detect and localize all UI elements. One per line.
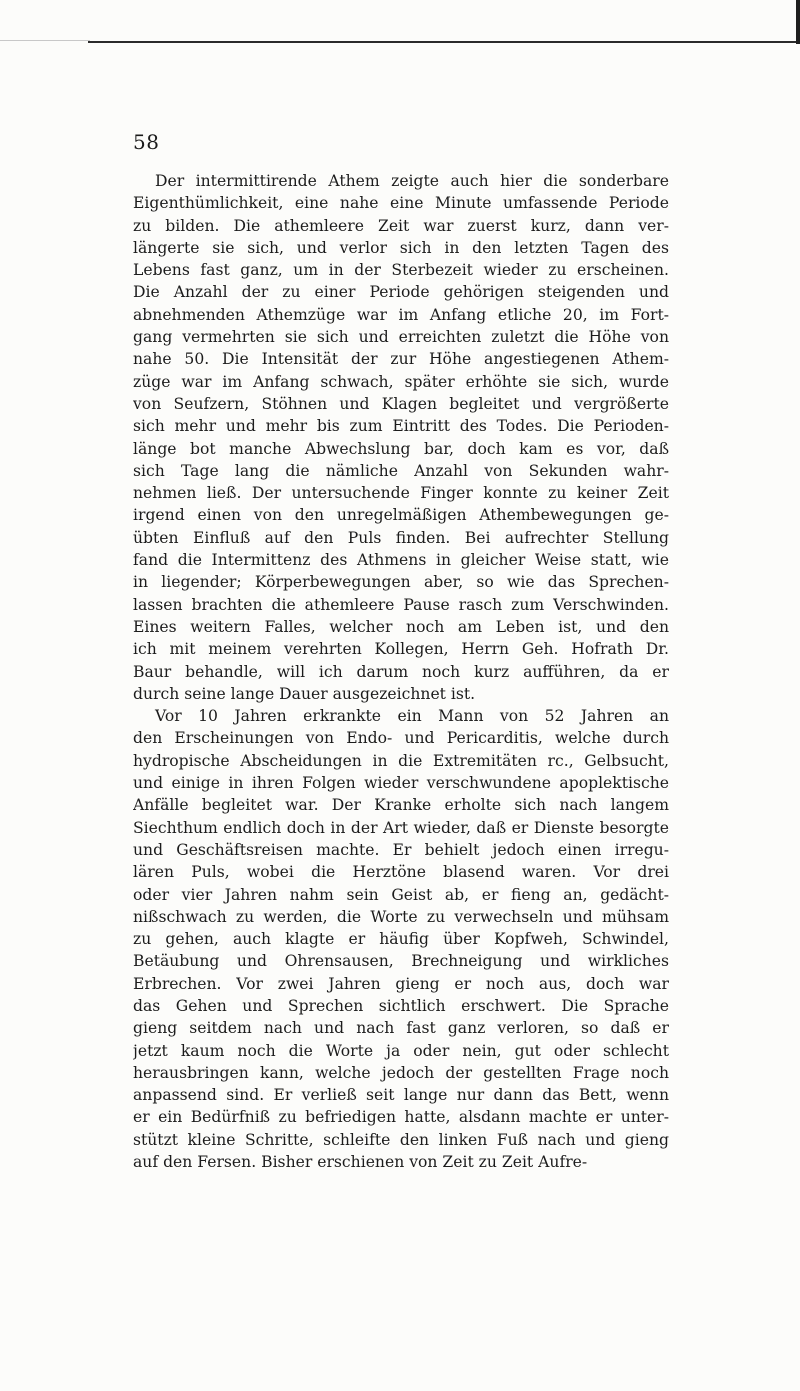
text-line: jetzt kaum noch die Worte ja oder nein, gut oder schlecht [133, 1041, 669, 1060]
text-line: in liegender; Körperbewegungen aber, so wie das Sprechen- [133, 573, 669, 592]
text-line: hydropische Abscheidungen in die Extremitäten rc., Gelbsucht, [133, 751, 669, 770]
text-line: irgend einen von den unregelmäßigen Athembewegungen ge- [133, 506, 669, 525]
text-line: ich mit meinem verehrten Kollegen, Herrn Geh. Hofrath Dr. [133, 640, 669, 659]
text-line: auf den Fersen. Bisher erschienen von Zeit zu Zeit Aufre- [133, 1153, 588, 1172]
text-line: lassen brachten die athemleere Pause rasch zum Verschwinden. [133, 595, 669, 614]
text-line: Baur behandle, will ich darum noch kurz aufführen, da er [133, 662, 669, 681]
text-line: von Seufzern, Stöhnen und Klagen begleitet und vergrößerte [133, 394, 669, 413]
text-line: länge bot manche Abwechslung bar, doch kam es vor, daß [133, 439, 669, 458]
text-line: zu gehen, auch klagte er häufig über Kopfweh, Schwindel, [133, 930, 669, 949]
text-line: und einige in ihren Folgen wieder verschwundene apoplektische [133, 774, 669, 793]
text-line: nahe 50. Die Intensität der zur Höhe angestiegenen Athem- [133, 350, 669, 369]
text-line: das Gehen und Sprechen sichtlich erschwert. Die Sprache [133, 996, 669, 1015]
text-line: sich Tage lang die nämliche Anzahl von Sekunden wahr- [133, 461, 669, 480]
text-line: durch seine lange Dauer ausgezeichnet ist. [133, 684, 476, 703]
page-number: 58 [133, 130, 160, 154]
text-line: Eigenthümlichkeit, eine nahe eine Minute umfassende Periode [133, 194, 669, 213]
text-line: und Geschäftsreisen machte. Er behielt jedoch einen irregu- [133, 840, 669, 859]
text-line: stützt kleine Schritte, schleifte den linken Fuß nach und gieng [133, 1130, 669, 1149]
paragraph-first-line: Der intermittirende Athem zeigte auch hier die sonderbare [155, 172, 669, 190]
top-edge-rule [88, 41, 800, 43]
text-line: züge war im Anfang schwach, später erhöhte sie sich, wurde [133, 372, 669, 391]
text-line: Eines weitern Falles, welcher noch am Leben ist, und den [133, 617, 669, 636]
text-line: längerte sie sich, und verlor sich in den letzten Tagen des [133, 238, 669, 257]
text-line: gang vermehrten sie sich und erreichten zuletzt die Höhe von [133, 328, 669, 347]
text-line: zu bilden. Die athemleere Zeit war zuerst kurz, dann ver- [133, 216, 669, 235]
text-line: abnehmenden Athemzüge war im Anfang etliche 20, im Fort- [133, 305, 669, 324]
text-line: den Erscheinungen von Endo- und Pericarditis, welche durch [133, 729, 669, 748]
text-line: er ein Bedürfniß zu befriedigen hatte, alsdann machte er unter- [133, 1108, 669, 1127]
text-line: lären Puls, wobei die Herztöne blasend waren. Vor drei [133, 863, 669, 882]
text-line: oder vier Jahren nahm sein Geist ab, er fieng an, gedächt- [133, 885, 669, 904]
text-line: Anfälle begleitet war. Der Kranke erholte sich nach langem [133, 796, 669, 815]
paragraph-first-line: Vor 10 Jahren erkrankte ein Mann von 52 Jahren an [155, 707, 669, 726]
right-edge-mark [796, 0, 800, 44]
body-text [133, 170, 669, 1173]
text-line: Betäubung und Ohrensausen, Brechneigung und wirkliches [133, 952, 669, 971]
text-line: übten Einfluß auf den Puls finden. Bei aufrechter Stellung [133, 528, 669, 547]
text-line: sich mehr und mehr bis zum Eintritt des Todes. Die Perioden- [133, 417, 669, 436]
text-line: Erbrechen. Vor zwei Jahren gieng er noch aus, doch war [133, 974, 669, 993]
text-line: fand die Intermittenz des Athmens in gleicher Weise statt, wie [133, 551, 669, 570]
text-line: Lebens fast ganz, um in der Sterbezeit wieder zu erscheinen. [133, 261, 669, 280]
text-line: gieng seitdem nach und nach fast ganz verloren, so daß er [133, 1019, 669, 1038]
text-line: herausbringen kann, welche jedoch der gestellten Frage noch [133, 1063, 669, 1082]
text-line: anpassend sind. Er verließ seit lange nur dann das Bett, wenn [133, 1086, 669, 1105]
text-line: nißschwach zu werden, die Worte zu verwechseln und mühsam [133, 907, 669, 926]
top-edge-shadow [0, 40, 90, 41]
text-line: Siechthum endlich doch in der Art wieder, daß er Dienste besorgte [133, 818, 669, 837]
text-line: nehmen ließ. Der untersuchende Finger konnte zu keiner Zeit [133, 484, 669, 503]
text-line: Die Anzahl der zu einer Periode gehörigen steigenden und [133, 283, 669, 302]
